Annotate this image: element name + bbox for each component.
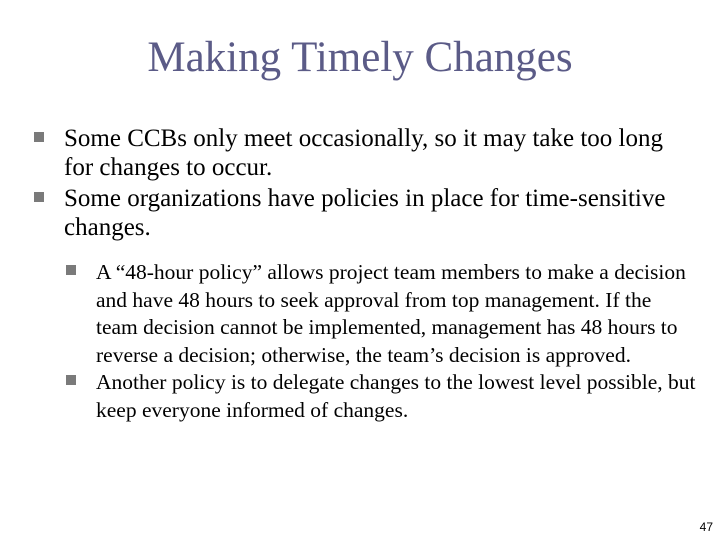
sub-bullet-text: Another policy is to delegate changes to the lowest level possible, but keep everyone informed of changes. [96, 370, 696, 422]
sub-bullet-text: A “48-hour policy” allows project team members to make a decision and have 48 hours to seek approval from top management. If the team decision cannot be implemented, management has 48 hours to reverse a decision; otherwise, the team’s decision is approved. [96, 260, 686, 367]
square-bullet-icon [66, 265, 76, 275]
square-bullet-icon [66, 375, 76, 385]
sub-bullet-item [66, 259, 696, 369]
bullet-text: Some CCBs only meet occasionally, so it may take too long for changes to occur. [64, 125, 663, 181]
page-number: 47 [699, 520, 713, 534]
sub-bullet-list [66, 259, 696, 424]
square-bullet-icon [34, 132, 44, 142]
square-bullet-icon [34, 192, 44, 202]
sub-bullet-item [66, 369, 696, 424]
bullet-list [34, 124, 694, 244]
bullet-text: Some organizations have policies in place for time-sensitive changes. [64, 185, 666, 241]
slide-title: Making Timely Changes [147, 34, 573, 81]
bullet-item [34, 124, 694, 182]
bullet-item [34, 184, 694, 242]
